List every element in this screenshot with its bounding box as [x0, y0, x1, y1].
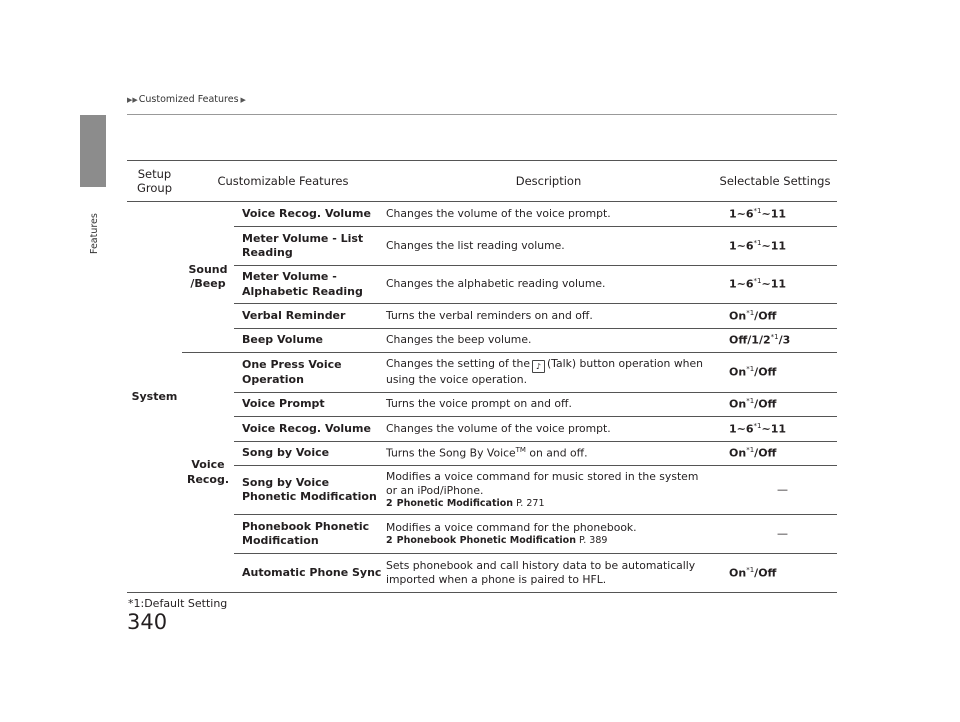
col-header-settings: Selectable Settings: [713, 161, 837, 202]
feature-description: Modifies a voice command for music stored in the system or an iPod/iPhone. 2 Phonetic Modification P. 271: [384, 466, 713, 515]
table-row: [127, 353, 837, 393]
col-header-description: Description: [384, 161, 713, 202]
section-tab: [80, 115, 106, 187]
talk-button-icon: ♪: [532, 360, 545, 373]
table-row: [127, 227, 837, 266]
feature-description: Changes the volume of the voice prompt.: [384, 202, 713, 227]
section-tab-label: Features: [89, 213, 100, 254]
table-row: [127, 202, 837, 227]
breadcrumb-arrow-icon: ▶: [240, 95, 246, 104]
reference-arrow-icon: 2: [386, 497, 393, 509]
subgroup-voice-recog: Voice Recog.: [182, 353, 234, 593]
feature-name: Voice Recog. Volume: [234, 417, 384, 442]
selectable-setting: 1~6$^{*1}$~11: [713, 202, 837, 227]
reference-arrow-icon: 2: [386, 534, 393, 546]
selectable-setting: On$^{*1}$/Off: [713, 393, 837, 417]
feature-name: Meter Volume - List Reading: [234, 227, 384, 266]
page-number: 340: [127, 610, 168, 634]
selectable-setting: On$^{*1}$/Off: [713, 353, 837, 393]
feature-description: Changes the setting of the ♪ (Talk) button operation when using the voice operation.: [384, 353, 713, 393]
table-header-row: [127, 161, 837, 202]
feature-description: Turns the Song By Voice™ on and off.: [384, 442, 713, 466]
feature-name: Beep Volume: [234, 329, 384, 353]
subgroup-sound-beep: Sound /Beep: [182, 202, 234, 353]
header-rule: [127, 114, 837, 115]
table-row: [127, 266, 837, 304]
col-header-setup-group: Setup Group: [127, 161, 182, 202]
feature-name: One Press Voice Operation: [234, 353, 384, 393]
footnote: *1:Default Setting: [128, 597, 228, 610]
selectable-setting: —: [713, 515, 837, 554]
feature-description: Turns the verbal reminders on and off.: [384, 304, 713, 329]
col-header-features: Customizable Features: [182, 161, 384, 202]
selectable-setting: On$^{*1}$/Off: [713, 304, 837, 329]
table-row: [127, 554, 837, 593]
customizable-features-table: [127, 160, 837, 593]
feature-name: Automatic Phone Sync: [234, 554, 384, 593]
feature-name: Verbal Reminder: [234, 304, 384, 329]
table-row: [127, 417, 837, 442]
selectable-setting: On$^{*1}$/Off: [713, 442, 837, 466]
table-row: [127, 304, 837, 329]
selectable-setting: 1~6$^{*1}$~11: [713, 266, 837, 304]
feature-name: Song by Voice: [234, 442, 384, 466]
breadcrumb: [127, 94, 247, 105]
cross-reference[interactable]: 2 Phonebook Phonetic Modification P. 389: [386, 534, 608, 546]
feature-description: Sets phonebook and call history data to be automatically imported when a phone is paired to HFL.: [384, 554, 713, 593]
cross-reference[interactable]: 2 Phonetic Modification P. 271: [386, 497, 545, 509]
feature-name: Phonebook Phonetic Modification: [234, 515, 384, 554]
feature-description: Turns the voice prompt on and off.: [384, 393, 713, 417]
selectable-setting: On$^{*1}$/Off: [713, 554, 837, 593]
table-row: [127, 329, 837, 353]
feature-name: Voice Prompt: [234, 393, 384, 417]
selectable-setting: —: [713, 466, 837, 515]
breadcrumb-text: Customized Features: [138, 94, 239, 105]
table-row: [127, 515, 837, 554]
feature-description: Modifies a voice command for the phonebook. 2 Phonebook Phonetic Modification P. 389: [384, 515, 713, 554]
group-system: System: [127, 202, 182, 593]
feature-description: Changes the alphabetic reading volume.: [384, 266, 713, 304]
feature-description: Changes the beep volume.: [384, 329, 713, 353]
selectable-setting: Off/1/2$^{*1}$/3: [713, 329, 837, 353]
feature-description: Changes the list reading volume.: [384, 227, 713, 266]
breadcrumb-arrow-icon: ▶▶: [127, 95, 138, 104]
selectable-setting: 1~6$^{*1}$~11: [713, 417, 837, 442]
table-row: [127, 466, 837, 515]
feature-name: Meter Volume - Alphabetic Reading: [234, 266, 384, 304]
table-row: [127, 393, 837, 417]
table-row: [127, 442, 837, 466]
feature-description: Changes the volume of the voice prompt.: [384, 417, 713, 442]
feature-name: Voice Recog. Volume: [234, 202, 384, 227]
feature-name: Song by Voice Phonetic Modification: [234, 466, 384, 515]
selectable-setting: 1~6$^{*1}$~11: [713, 227, 837, 266]
